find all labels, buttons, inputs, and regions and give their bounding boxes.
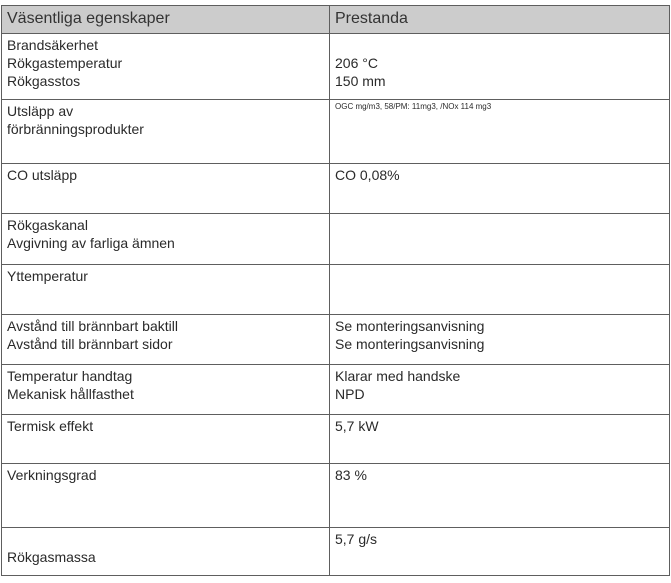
table-header-row — [2, 6, 670, 34]
property-handle-temperature: Temperatur handtag — [7, 368, 133, 384]
table-row — [2, 315, 670, 365]
table-row — [2, 214, 670, 265]
performance-flue-gas-mass: 5,7 g/s — [335, 531, 378, 547]
table-row — [2, 528, 670, 576]
performance-empty — [335, 36, 669, 54]
performance-distance-sides: Se monteringsanvisning — [335, 336, 485, 352]
table-row — [2, 34, 670, 100]
header-performance: Prestanda — [330, 6, 670, 34]
property-flue-channel: Rökgaskanal — [7, 217, 88, 233]
performance-cell — [330, 164, 670, 214]
property-distance-rear: Avstånd till brännbart baktill — [7, 318, 178, 334]
performance-cell — [330, 315, 670, 365]
performance-cell — [330, 265, 670, 315]
performance-cell — [330, 528, 670, 576]
property-cell — [2, 164, 330, 214]
performance-empty — [335, 214, 669, 232]
performance-handle-temperature: Klarar med handske — [335, 368, 461, 384]
performance-distance-rear: Se monteringsanvisning — [335, 318, 485, 334]
property-cell — [2, 34, 330, 100]
performance-efficiency: 83 % — [335, 467, 367, 483]
property-hazardous-substances: Avgivning av farliga ämnen — [7, 235, 175, 251]
performance-thermal-output: 5,7 kW — [335, 418, 379, 434]
property-cell — [2, 315, 330, 365]
properties-table — [1, 5, 670, 576]
property-empty — [7, 530, 329, 548]
property-flue-gas-mass: Rökgasmassa — [7, 549, 96, 565]
performance-emissions: OGC mg/m3, 58/PM: 11mg3, /NOx 114 mg3 — [335, 102, 492, 111]
performance-cell — [330, 415, 670, 464]
property-fire-safety: Brandsäkerhet — [7, 37, 99, 53]
property-emissions-line2: förbränningsprodukter — [7, 121, 144, 137]
property-co-emission: CO utsläpp — [7, 167, 78, 183]
performance-cell — [330, 214, 670, 265]
table-row — [2, 464, 670, 528]
table-row — [2, 415, 670, 464]
performance-cell — [330, 34, 670, 100]
performance-flue-connection: 150 mm — [335, 73, 386, 89]
property-flue-temperature: Rökgastemperatur — [7, 55, 123, 71]
table-row — [2, 100, 670, 164]
table-row — [2, 265, 670, 315]
property-cell — [2, 365, 330, 415]
property-cell — [2, 100, 330, 164]
property-surface-temperature: Yttemperatur — [7, 268, 88, 284]
property-cell — [2, 214, 330, 265]
table-row — [2, 164, 670, 214]
property-cell — [2, 415, 330, 464]
performance-flue-temperature: 206 °C — [335, 55, 378, 71]
performance-empty — [335, 265, 669, 283]
property-cell — [2, 528, 330, 576]
property-efficiency: Verkningsgrad — [7, 467, 97, 483]
property-cell — [2, 464, 330, 528]
property-distance-sides: Avstånd till brännbart sidor — [7, 336, 173, 352]
property-mechanical-strength: Mekanisk hållfasthet — [7, 386, 134, 402]
performance-cell — [330, 365, 670, 415]
property-flue-connection: Rökgasstos — [7, 73, 81, 89]
property-cell — [2, 265, 330, 315]
property-thermal-output: Termisk effekt — [7, 418, 94, 434]
performance-cell — [330, 100, 670, 164]
table-row — [2, 365, 670, 415]
performance-co-emission: CO 0,08% — [335, 167, 400, 183]
property-emissions-line1: Utsläpp av — [7, 103, 74, 119]
header-essential-characteristics: Väsentliga egenskaper — [2, 6, 330, 34]
performance-cell — [330, 464, 670, 528]
performance-mechanical-strength: NPD — [335, 386, 365, 402]
